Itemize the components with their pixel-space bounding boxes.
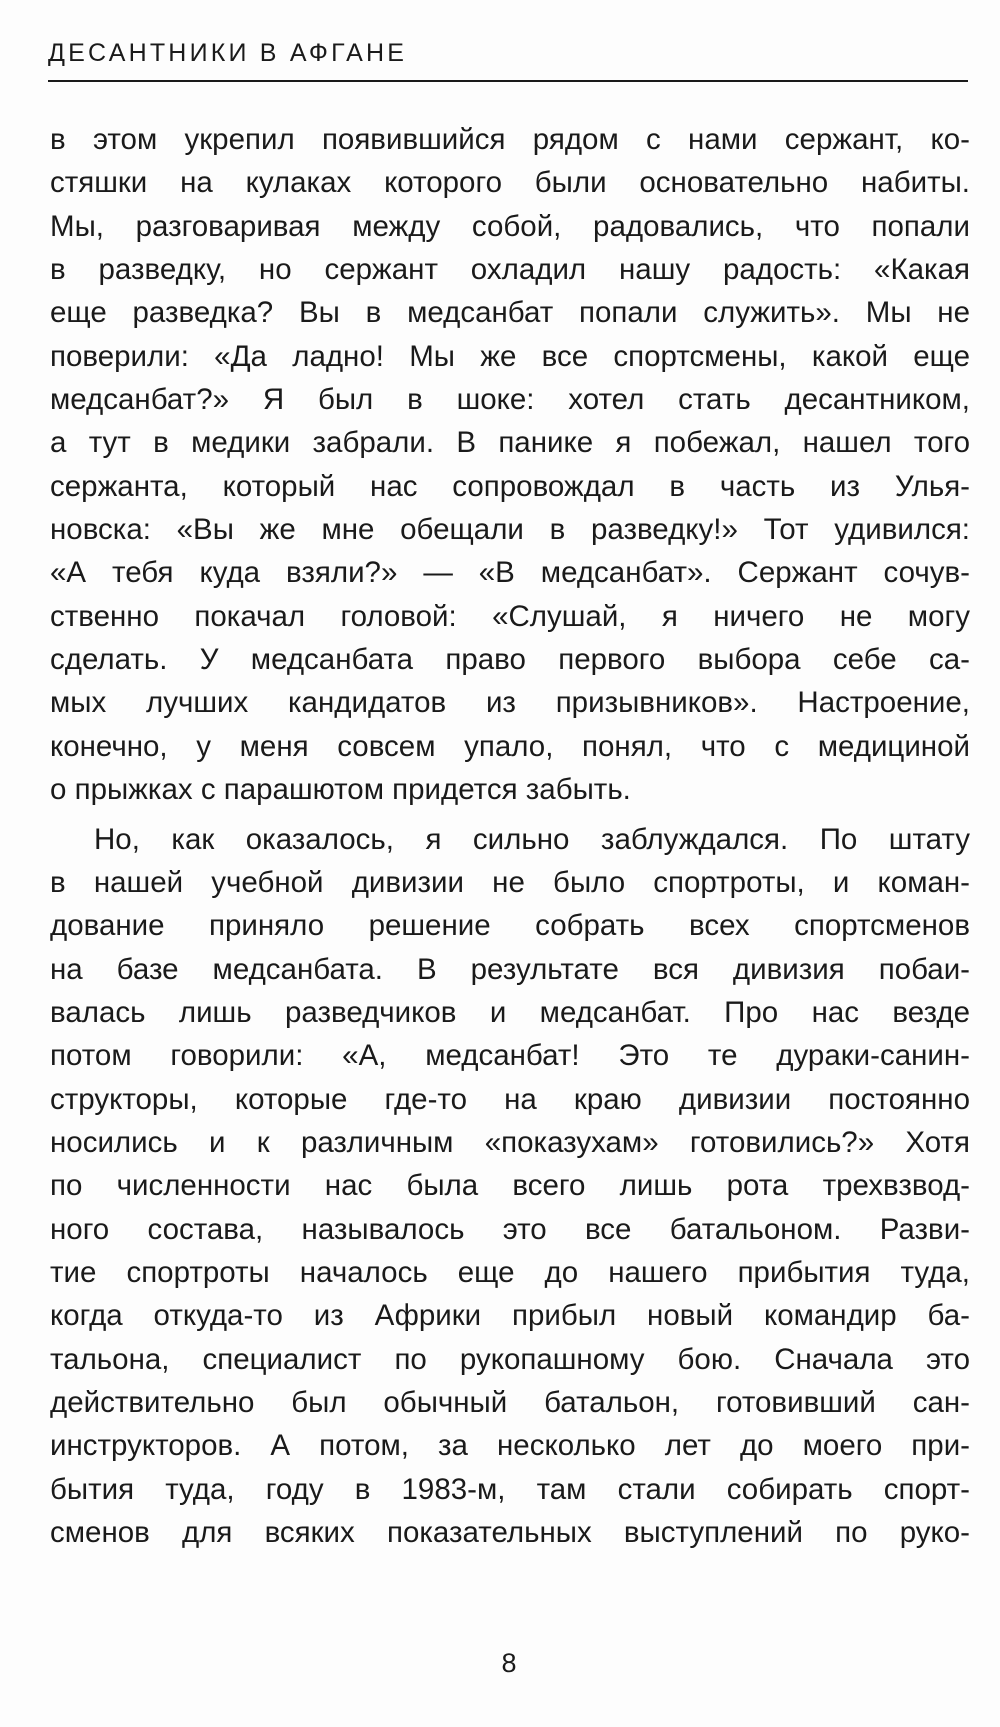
text-line: по численности нас была всего лишь рота трехвзвод- bbox=[50, 1169, 970, 1203]
text-line: мых лучших кандидатов из призывников». Настроение, bbox=[50, 686, 970, 720]
text-line: новска: «Вы же мне обещали в разведку!» Тот удивился: bbox=[50, 513, 970, 547]
body-text bbox=[50, 118, 970, 1554]
text-line: тальона, специалист по рукопашному бою. Сначала это bbox=[50, 1342, 970, 1376]
paragraph bbox=[50, 818, 970, 1555]
page-number: 8 bbox=[501, 1648, 517, 1678]
text-line: в нашей учебной дивизии не было спортроты, и коман- bbox=[50, 865, 970, 899]
text-line: когда откуда-то из Африки прибыл новый командир ба- bbox=[50, 1299, 970, 1333]
text-line: еще разведка? Вы в медсанбат попали служить». Мы не bbox=[50, 296, 970, 330]
running-head: ДЕСАНТНИКИ В АФГАНЕ bbox=[48, 39, 408, 67]
text-line: структоры, которые где-то на краю дивизии постоянно bbox=[50, 1082, 970, 1116]
text-line: Мы, разговаривая между собой, радовались, что попали bbox=[50, 209, 970, 243]
text-line: валась лишь разведчиков и медсанбат. Про нас везде bbox=[50, 995, 970, 1029]
header-rule bbox=[48, 80, 968, 82]
text-line: тие спортроты началось еще до нашего прибытия туда, bbox=[50, 1255, 970, 1289]
text-line: конечно, у меня совсем упало, понял, что с медициной bbox=[50, 729, 970, 763]
text-line: ного состава, называлось это все батальоном. Разви- bbox=[50, 1212, 970, 1246]
text-line: инструкторов. А потом, за несколько лет до моего при- bbox=[50, 1429, 970, 1463]
text-line: ственно покачал головой: «Слушай, я ничего не могу bbox=[50, 599, 970, 633]
text-line: потом говорили: «А, медсанбат! Это те дураки-санин- bbox=[50, 1039, 970, 1073]
text-line: о прыжках с парашютом придется забыть. bbox=[50, 773, 631, 807]
text-line: действительно был обычный батальон, готовивший сан- bbox=[50, 1385, 970, 1419]
text-line: стяшки на кулаках которого были основательно набиты. bbox=[50, 166, 970, 200]
text-line: на базе медсанбата. В результате вся дивизия побаи- bbox=[50, 952, 970, 986]
text-line: поверили: «Да ладно! Мы же все спортсмены, какой еще bbox=[50, 339, 970, 373]
text-line: бытия туда, году в 1983-м, там стали собирать спорт- bbox=[50, 1472, 970, 1506]
paragraph bbox=[50, 118, 970, 812]
text-line: сержанта, который нас сопровождал в часть из Улья- bbox=[50, 469, 970, 503]
text-line: а тут в медики забрали. В панике я побежал, нашел того bbox=[50, 426, 970, 460]
text-line: медсанбат?» Я был в шоке: хотел стать десантником, bbox=[50, 383, 970, 417]
text-line: в этом укрепил появившийся рядом с нами сержант, ко- bbox=[50, 123, 970, 156]
text-line: Но, как оказалось, я сильно заблуждался. По штату bbox=[94, 822, 970, 856]
text-line: дование приняло решение собрать всех спортсменов bbox=[50, 909, 970, 943]
text-line: сделать. У медсанбата право первого выбора себе са- bbox=[50, 643, 970, 677]
text-line: сменов для всяких показательных выступлений по руко- bbox=[50, 1516, 970, 1549]
text-line: «А тебя куда взяли?» — «В медсанбат». Сержант сочув- bbox=[50, 556, 970, 590]
text-line: в разведку, но сержант охладил нашу радость: «Какая bbox=[50, 253, 970, 287]
text-line: носились и к различным «показухам» готовились?» Хотя bbox=[50, 1125, 970, 1159]
